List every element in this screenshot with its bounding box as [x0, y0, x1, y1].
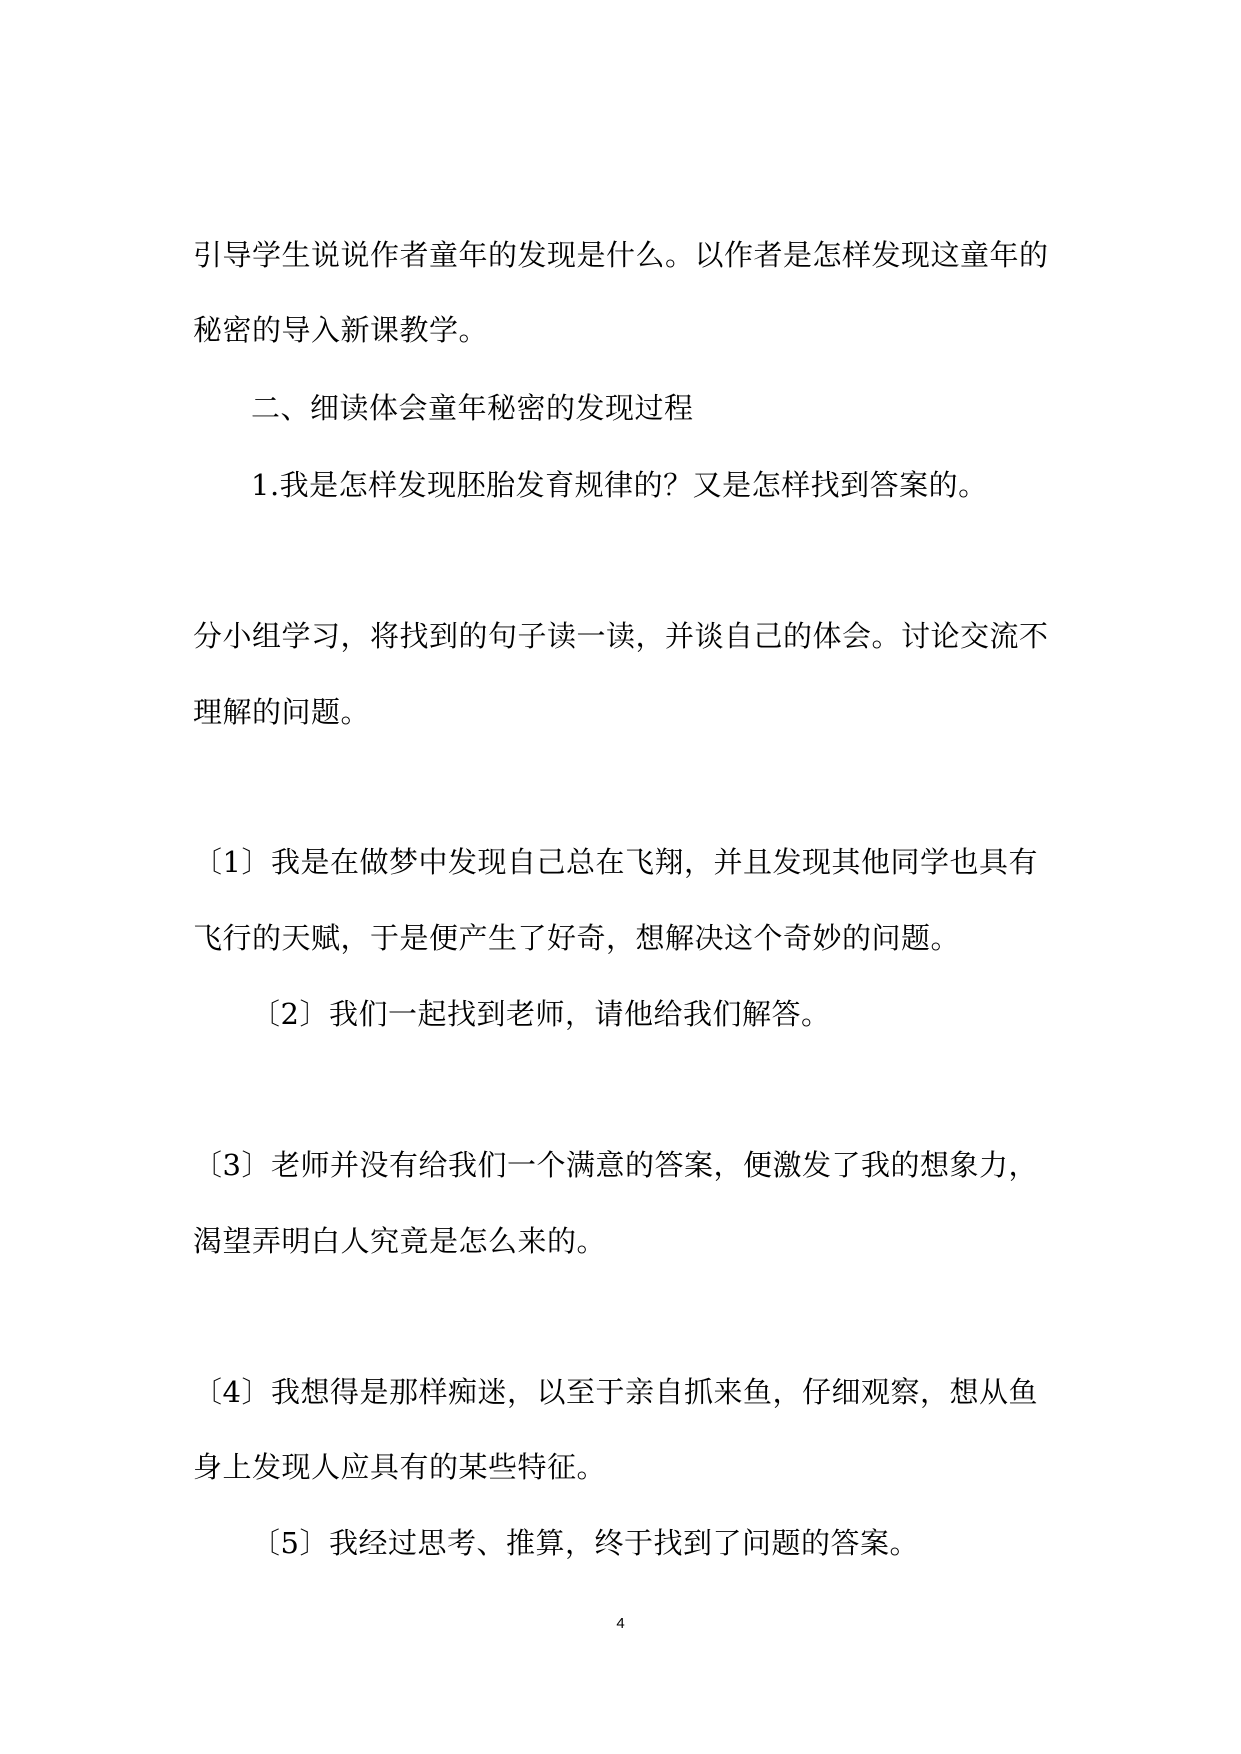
- list-item: 〔3〕老师并没有给我们一个满意的答案，便激发了我的想象力，: [193, 1148, 1038, 1182]
- list-item-continuation: 飞行的天赋，于是便产生了好奇，想解决这个奇妙的问题。: [193, 921, 961, 955]
- question-line: 1.我是怎样发现胚胎发育规律的？又是怎样找到答案的。: [251, 468, 988, 502]
- section-heading: 二、细读体会童年秘密的发现过程: [251, 391, 694, 425]
- paragraph-line: 引导学生说说作者童年的发现是什么。以作者是怎样发现这童年的: [193, 238, 1049, 272]
- list-item: 〔2〕我们一起找到老师，请他给我们解答。: [251, 997, 831, 1031]
- page-number: 4: [616, 1615, 625, 1632]
- paragraph-line: 秘密的导入新课教学。: [193, 313, 489, 347]
- paragraph-line: 分小组学习，将找到的句子读一读，并谈自己的体会。讨论交流不: [193, 619, 1049, 653]
- list-item: 〔1〕我是在做梦中发现自己总在飞翔，并且发现其他同学也具有: [193, 845, 1038, 879]
- list-item-continuation: 渴望弄明白人究竟是怎么来的。: [193, 1224, 607, 1258]
- list-item-continuation: 身上发现人应具有的某些特征。: [193, 1450, 607, 1484]
- list-item: 〔4〕我想得是那样痴迷，以至于亲自抓来鱼，仔细观察，想从鱼: [193, 1375, 1038, 1409]
- list-item: 〔5〕我经过思考、推算，终于找到了问题的答案。: [251, 1526, 919, 1560]
- paragraph-line: 理解的问题。: [193, 695, 371, 729]
